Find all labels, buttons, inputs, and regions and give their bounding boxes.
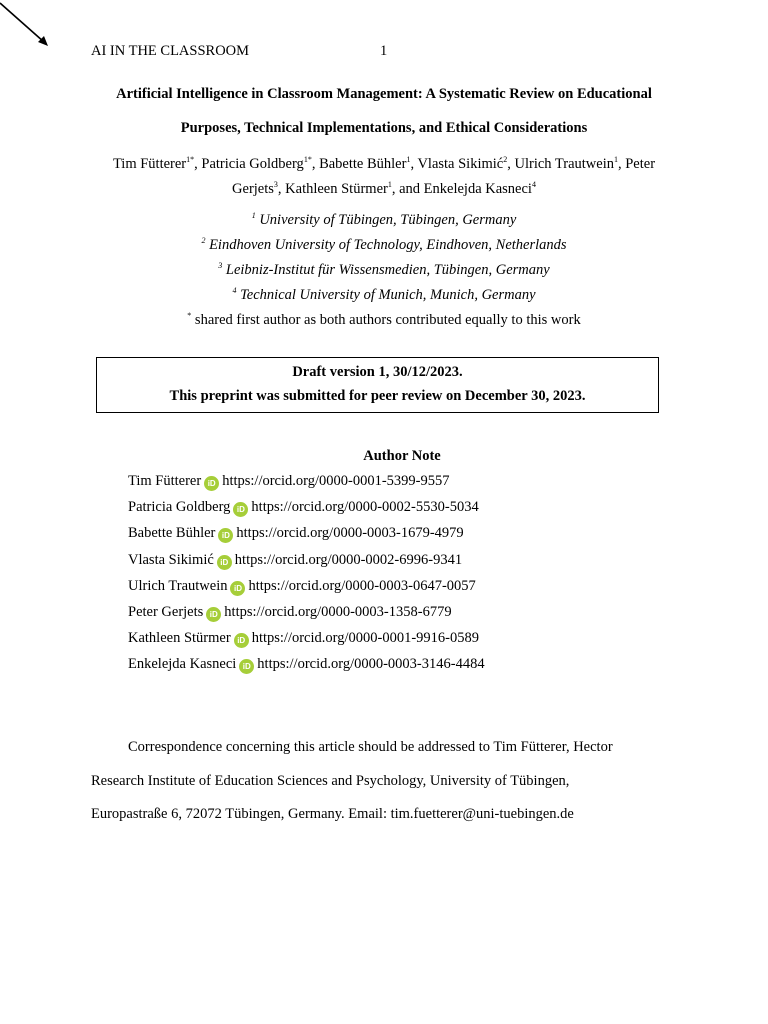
affiliation-number: 1 <box>251 211 256 221</box>
shared-first-author-note <box>0 312 768 329</box>
orcid-entry <box>128 471 485 497</box>
draft-version-box <box>96 357 659 413</box>
page-number: 1 <box>380 43 388 59</box>
orcid-link[interactable]: https://orcid.org/0000-0003-1679-4979 <box>236 525 464 542</box>
orcid-icon[interactable]: iD <box>233 502 248 517</box>
orcid-entry <box>128 602 485 628</box>
correspondence-line: Europastraße 6, 72072 Tübingen, Germany. Email: tim.fuetterer@uni-tuebingen.de <box>91 806 574 822</box>
preprint-submission-line: This preprint was submitted for peer review on December 30, 2023. <box>169 388 586 404</box>
orcid-icon[interactable]: iD <box>206 607 221 622</box>
orcid-author-name: Babette Bühler <box>128 525 216 542</box>
author-affiliation-mark: 1* <box>186 155 195 165</box>
author-name: Ulrich Trautwein <box>514 156 614 172</box>
affiliation <box>0 287 768 304</box>
orcid-link[interactable]: https://orcid.org/0000-0003-1358-6779 <box>224 603 452 620</box>
correspondence-paragraph <box>91 731 691 832</box>
author-name: Patricia Goldberg <box>201 156 304 172</box>
asterisk-mark: * <box>187 311 192 321</box>
orcid-icon[interactable]: iD <box>234 633 249 648</box>
affiliation-text: Eindhoven University of Technology, Eindhoven, Netherlands <box>209 237 567 253</box>
orcid-link[interactable]: https://orcid.org/0000-0002-6996-9341 <box>234 551 463 568</box>
affiliation-number: 4 <box>232 286 237 296</box>
affiliation-text: University of Tübingen, Tübingen, Germany <box>259 212 517 228</box>
draft-version-line: Draft version 1, 30/12/2023. <box>292 364 463 380</box>
orcid-icon[interactable]: iD <box>239 659 254 674</box>
running-head: AI IN THE CLASSROOM <box>91 43 250 59</box>
correspondence-line: Research Institute of Education Sciences and Psychology, University of Tübingen, <box>91 772 570 789</box>
author-affiliation-mark: 1 <box>387 180 392 190</box>
orcid-link[interactable]: https://orcid.org/0000-0001-9916-0589 <box>251 630 479 647</box>
paper-title-line-1: Artificial Intelligence in Classroom Management: A Systematic Review on Educational <box>116 86 652 102</box>
orcid-link[interactable]: https://orcid.org/0000-0003-3146-4484 <box>257 656 485 673</box>
orcid-author-name: Patricia Goldberg <box>128 499 231 516</box>
orcid-entry <box>128 628 485 654</box>
cursor-arrow-icon <box>0 0 52 50</box>
orcid-author-name: Kathleen Stürmer <box>128 630 231 647</box>
correspondence-line: Correspondence concerning this article should be addressed to Tim Fütterer, Hector <box>128 739 613 755</box>
affiliation <box>0 262 768 279</box>
orcid-entry <box>128 550 485 576</box>
author-affiliation-mark: 2 <box>503 155 508 165</box>
orcid-author-name: Tim Fütterer <box>128 473 202 489</box>
orcid-entry <box>128 576 485 602</box>
orcid-link[interactable]: https://orcid.org/0000-0001-5399-9557 <box>222 473 450 489</box>
orcid-link[interactable]: https://orcid.org/0000-0003-0647-0057 <box>248 577 476 594</box>
author-affiliation-mark: 3 <box>273 180 278 190</box>
shared-note-text: shared first author as both authors contributed equally to this work <box>194 312 581 328</box>
author-name: Tim Fütterer <box>112 156 187 172</box>
orcid-entry <box>128 523 485 549</box>
orcid-link[interactable]: https://orcid.org/0000-0002-5530-5034 <box>251 499 479 516</box>
author-affiliation-mark: 1* <box>303 155 312 165</box>
affiliation <box>0 237 768 254</box>
author-name: Peter Gerjets <box>232 156 656 197</box>
author-affiliation-mark: 1 <box>406 155 411 165</box>
affiliation <box>0 212 768 229</box>
orcid-author-name: Vlasta Sikimić <box>128 551 214 568</box>
affiliation-text: Technical University of Munich, Munich, Germany <box>240 287 536 303</box>
affiliation-number: 2 <box>201 236 206 246</box>
orcid-author-name: Enkelejda Kasneci <box>128 656 237 673</box>
author-name: Vlasta Sikimić <box>417 156 504 172</box>
author-affiliation-mark: 4 <box>531 180 536 190</box>
orcid-icon[interactable]: iD <box>218 528 233 543</box>
affiliation-text: Leibniz-Institut für Wissensmedien, Tübingen, Germany <box>225 262 550 278</box>
orcid-author-name: Peter Gerjets <box>128 603 204 620</box>
orcid-entry <box>128 497 485 523</box>
orcid-list <box>128 471 485 681</box>
orcid-icon[interactable]: iD <box>217 555 232 570</box>
author-name: Babette Bühler <box>319 156 407 172</box>
author-name: Kathleen Stürmer <box>285 181 388 197</box>
orcid-icon[interactable]: iD <box>204 476 219 491</box>
orcid-author-name: Ulrich Trautwein <box>128 577 228 594</box>
author-list: Tim Fütterer$^{1*}$, Patricia Goldberg$^{1*}$, Babette Bühler$^1$, Vlasta Sikimić$^2$, Ulrich Trautwein$^1$, Peter Gerjets$^3$, Kathleen Stürmer$^1$, and Enkelejda Kasneci$^4$ <box>112 155 656 197</box>
affiliation-number: 3 <box>218 261 223 271</box>
orcid-entry <box>128 654 485 680</box>
orcid-icon[interactable]: iD <box>230 581 245 596</box>
paper-title-line-2: Purposes, Technical Implementations, and Ethical Considerations <box>180 120 588 136</box>
author-note-heading: Author Note <box>363 448 441 464</box>
author-conjunction: and <box>399 181 421 197</box>
author-affiliation-mark: 1 <box>613 155 618 165</box>
author-name: Enkelejda Kasneci <box>423 181 532 197</box>
